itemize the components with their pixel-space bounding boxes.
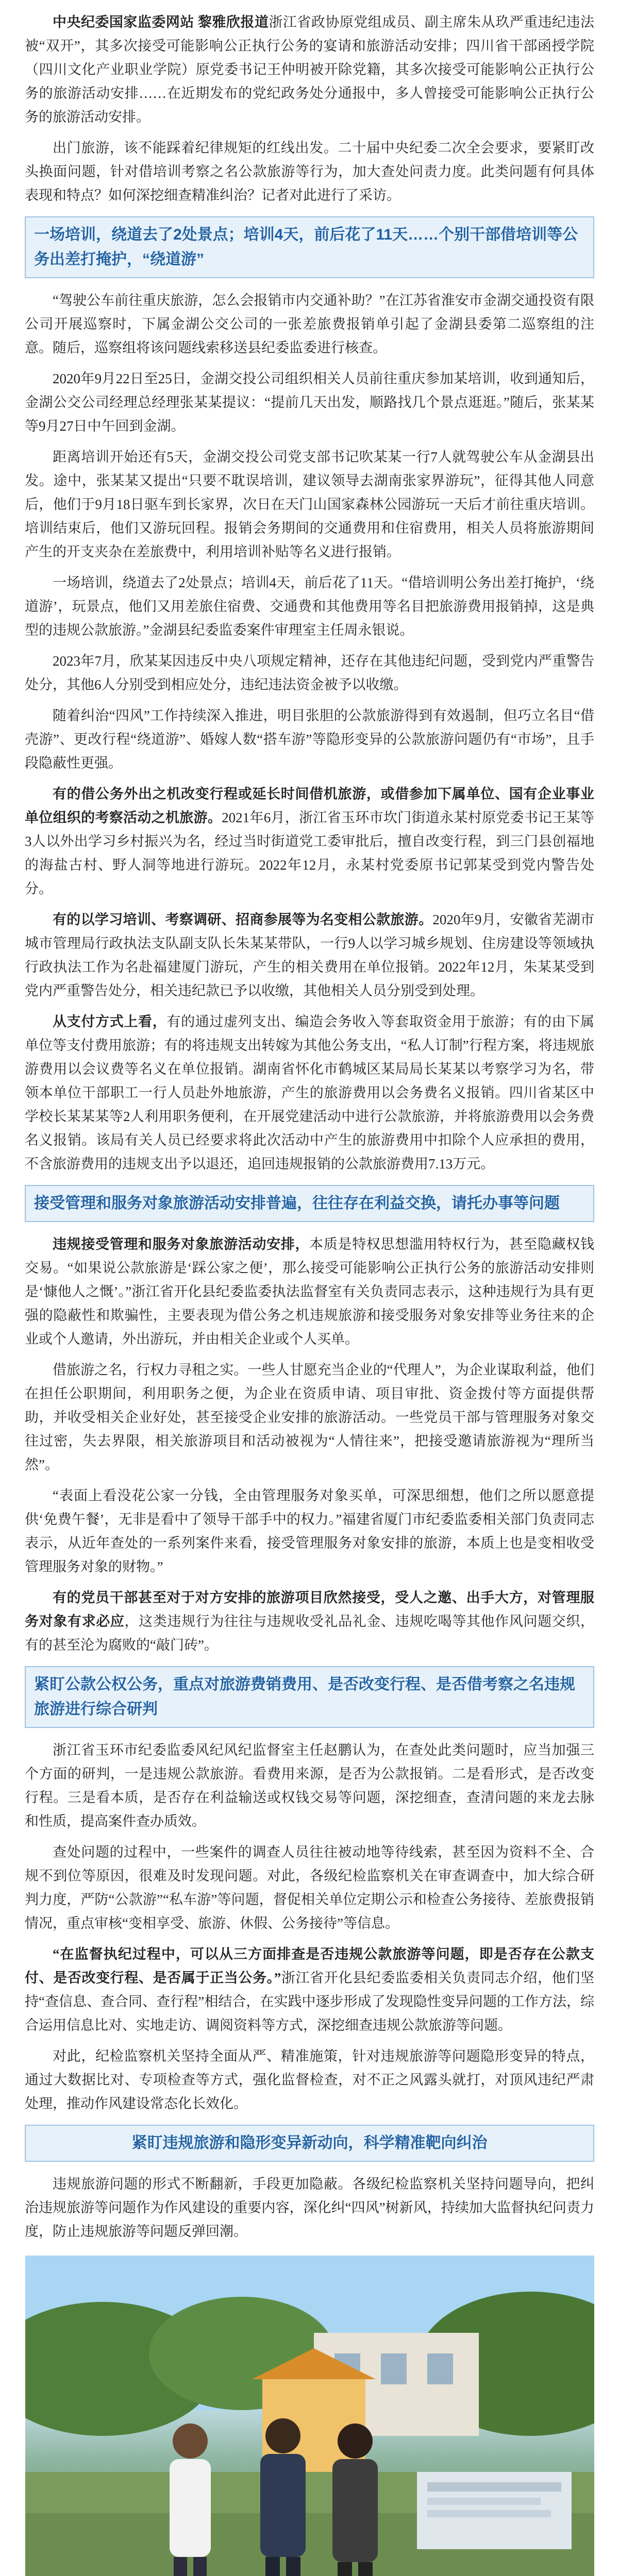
photo-illustration <box>25 2256 594 2576</box>
paragraph: 2020年9月22日至25日，金湖交投公司组织相关人员前往重庆参加某培训，收到通知后，金湖公交公司经理总经理张某某提议：“提前几天出发，顺路找几个景点逛逛。”随后，张某某等9月27日中午回到金湖。 <box>25 371 594 434</box>
paragraph: 查处问题的过程中，一些案件的调查人员往往被动地等待线索，甚至因为资料不全、合规不到位等原因，很难及时发现问题。对此，各级纪检监察机关在审查调查中，加大综合研判力度，严防“公款游”“私车游”等问题，督促相关单位定期公示和检查公务接待、差旅费报销情况，重点审核“变相享受、旅游、休假、公务接待”等信息。 <box>25 1844 594 1931</box>
person-left <box>170 2424 211 2576</box>
person-right <box>332 2424 378 2576</box>
paragraph <box>25 1586 594 1657</box>
lead-text: 有的借公务外出之机改变行程或延长时间借机旅游，或借参加下属单位、国有企业事业单位组织的考察活动之机旅游。 <box>25 786 594 825</box>
paragraph-text: 2021年6月，浙江省玉环市坎门街道永某村原党委书记王某等3人以外出学习乡村振兴为名，经过当时街道党工委审批后，擅自改变行程，到三门县创福地的海盐古村、野人洞等地进行游玩。2022年12月，永某村党委原书记郭某受到党内警告处分。 <box>25 810 595 896</box>
board-line <box>427 2482 561 2492</box>
window <box>427 2353 453 2384</box>
paragraph-text: 有的通过虚列支出、编造会务收入等套取资金用于旅游；有的由下属单位等支付费用旅游；有的将违规支出转嫁为其他公务支出，“私人订制”行程方案，将违规旅游费用以会议费等名义在单位报销。湖南省怀化市鹤城区某局局长某某以考察学习为名，带领本单位干部职工一行人员赴外地旅游，产生的旅游费用以会务费名义报销。四川省某区中学校长某某某等2人利用职务便利，在开展党建活动中进行公款旅游，并将旅游费用以会务费名义报销。该局有关人员已经要求将此次活动中产生的旅游费用中扣除个人应承担的费用，不含旅游费用的违规支出予以退还，追回违规报销的公款旅游费用7.13万元。 <box>25 1014 594 1172</box>
paragraph-text: 浙江省政协原党组成员、副主席朱从玖严重违纪违法被“双开”，其多次接受可能影响公正执行公务的宴请和旅游活动安排；四川省干部函授学院（四川文化产业职业学院）原党委书记王仲明被开除党籍，其多次接受可能影响公正执行公务的旅游活动安排……在近期发布的党纪政务处分通报中，多人曾接受可能影响公正执行公务的旅游活动安排。 <box>25 14 595 125</box>
lead-text: 中央纪委国家监委网站 黎雅欣报道 <box>53 14 269 30</box>
paragraph: “表面上看没花公家一分钱，全由管理服务对象买单，可深思细想，他们之所以愿意提供‘免费午餐’，无非是看中了领导干部手中的权力。”福建省厦门市纪委监委相关部门负责同志表示，从近年查处的一系列案件来看，接受管理服务对象安排的旅游，本质上也是变相收受管理服务对象的财物。” <box>25 1488 594 1574</box>
paragraph: 距离培训开始还有5天，金湖交投公司党支部书记吹某某一行7人就驾驶公车从金湖县出发。途中，张某某又提出“只要不耽误培训，建议领导去湖南张家界游玩”，征得其他人同意后，他们于9月18日驱车到长家界，次日在天门山国家森林公园游玩一天后才前往重庆培训。培训结束后，他们又游玩回程。报销会务期间的交通费用和住宿费用，相关人员将旅游期间产生的开支夹杂在差旅费中，利用培训补贴等名义进行报销。 <box>25 449 594 560</box>
paragraph <box>25 782 594 901</box>
paragraph: 随着纠治“四风”工作持续深入推进，明目张胆的公款旅游得到有效遏制，但巧立名目“借壳游”、更改行程“绕道游”、婚嫁人数“搭车游”等隐形变异的公款旅游问题仍有“市场”，且手段隐蔽性更强。 <box>25 708 594 771</box>
lead-text: “在监督执纪过程中，可以从三方面排查是否违规公款旅游等问题，即是否存在公款支付、是否改变行程、是否属于正当公务。” <box>25 1946 594 1986</box>
paragraph: 违规旅游问题的形式不断翻新，手段更加隐蔽。各级纪检监察机关坚持问题导向，把纠治违规旅游等问题作为作风建设的重要内容，深化纠“四风”树新风，持续加大监督执纪问责力度，防止违规旅游等问题反弹回潮。 <box>25 2176 594 2239</box>
paragraph-text: 浙江省开化县纪委监委相关负责同志介绍，他们坚持“查信息、查合同、查行程”相结合，在实践中逐步形成了发现隐性变异问题的工作方法，综合运用信息比对、实地走访、调阅资料等方式，深挖细查违规公款旅游等问题。 <box>25 1970 594 2033</box>
paragraph: 借旅游之名，行权力寻租之实。一些人甘愿充当企业的“代理人”，为企业谋取利益，他们在担任公职期间，利用职务之便，为企业在资质申请、项目审批、资金拨付等方面提供帮助，并收受相关企业好处，甚至接受企业安排的旅游活动。一些党员干部与管理服务对象交往过密，失去界限，相关旅游项目和活动被视为“人情往来”，把接受邀请旅游视为“理所当然”。 <box>25 1362 594 1472</box>
paragraph: 出门旅游，该不能踩着纪律规矩的红线出发。二十届中央纪委二次全会要求，要紧盯改头换面问题，针对借培训考察之名公款旅游等行为，加大查处问责力度。此类问题有何具体表现和特点？如何深挖细查精准纠治？记者对此进行了采访。 <box>25 140 594 203</box>
paragraph: 2023年7月，欣某某因违反中央八项规定精神，还存在其他违纪问题，受到党内严重警告处分，其他6人分别受到相应处分，违纪违法资金被予以收缴。 <box>25 653 594 692</box>
lead-text: 从支付方式上看， <box>53 1014 167 1029</box>
paragraph-text: ，这类违规行为往往与违规收受礼品礼金、违规吃喝等其他作风问题交织，有的甚至沦为腐败的“敲门砖”。 <box>25 1614 595 1653</box>
window <box>381 2353 407 2384</box>
paragraph <box>25 908 594 1003</box>
section-banner: 接受管理和服务对象旅游活动安排普遍，往往存在利益交换，请托办事等问题 <box>25 1185 594 1222</box>
lead-text: 违规接受管理和服务对象旅游活动安排， <box>53 1236 310 1252</box>
section-banner: 紧盯违规旅游和隐形变异新动向，科学精准靶向纠治 <box>25 2125 594 2162</box>
paragraph: 浙江省玉环市纪委监委风纪风纪监督室主任赵鹏认为，在查处此类问题时，应当加强三个方面的研判，一是违规公款旅游。看费用来源，是否为公款报销。二是看形式，是否改变行程。三是看本质，是否存在利益输送或权钱交易等问题，深挖细查，查清问题的来龙去脉和性质，提高案件查办质效。 <box>25 1742 594 1829</box>
board-line <box>427 2510 551 2517</box>
paragraph <box>25 1942 594 2037</box>
section-banner: 一场培训，绕道去了2处景点；培训4天，前后花了11天……个别干部借培训等公务出差打掩护，“绕道游” <box>25 216 594 278</box>
board-line <box>427 2498 541 2505</box>
paragraph: 对此，纪检监察机关坚持全面从严、精准施策，针对违规旅游等问题隐形变异的特点，通过大数据比对、专项检查等方式，强化监督检查，对不正之风露头就打，对顶风违纪严肃处理，推动作风建设常态化长效化。 <box>25 2048 594 2111</box>
paragraph-text: 本质是特权思想滥用特权行为，甚至隐藏权钱交易。“如果说公款旅游是‘踩公家之便’，那么接受可能影响公正执行公务的旅游活动安排则是‘慷他人之慨’。”浙江省开化县纪委监委执法监督室有关负责同志表示，这种违规行为具有更强的隐蔽性和欺骗性，主要表现为借公务之机违规旅游和接受服务对象安排等业务往来的企业或个人邀请，外出游玩，并由相关企业或个人买单。 <box>25 1236 595 1347</box>
paragraph: “驾驶公车前往重庆旅游，怎么会报销市内交通补助？”在江苏省淮安市金湖交通投资有限公司开展巡察时，下属金湖公交公司的一张差旅费报销单引起了金湖县委第二巡察组的注意。随后，巡察组将该问题线索移送县纪委监委进行核查。 <box>25 293 594 355</box>
paragraph <box>25 1010 594 1176</box>
paragraph <box>25 10 594 129</box>
paragraph-text: 2020年9月，安徽省芜湖市城市管理局行政执法支队副支队长朱某某带队，一行9人以学习城乡规划、住房建设等领域执行政执法工作为名赴福建厦门游玩，产生的相关费用在单位报销。2022年12月，朱某某受到党内严重警告处分，相关违纪款已予以收缴，其他相关人员分别受到处理。 <box>25 912 594 998</box>
section-banner: 紧盯公款公权公务，重点对旅游费销费用、是否改变行程、是否借考察之名违规旅游进行综合研判 <box>25 1666 594 1728</box>
lead-text: 有的党员干部甚至对于对方安排的旅游项目欣然接受，受人之邀、出手大方，对管理服务对象有求必应 <box>25 1590 594 1629</box>
lead-text: 有的以学习培训、考察调研、招商参展等为名变相公款旅游。 <box>53 912 433 927</box>
paragraph <box>25 1232 594 1351</box>
person-center <box>260 2418 306 2576</box>
news-photo <box>25 2256 594 2576</box>
paragraph: 一场培训，绕道去了2处景点；培训4天，前后花了11天。“借培训明公务出差打掩护，‘绕道游’，玩景点，他们又用差旅住宿费、交通费和其他费用等名目把旅游费用报销掉，这是典型的违规公款旅游。”金湖县纪委监委案件审理室主任周永银说。 <box>25 575 594 638</box>
